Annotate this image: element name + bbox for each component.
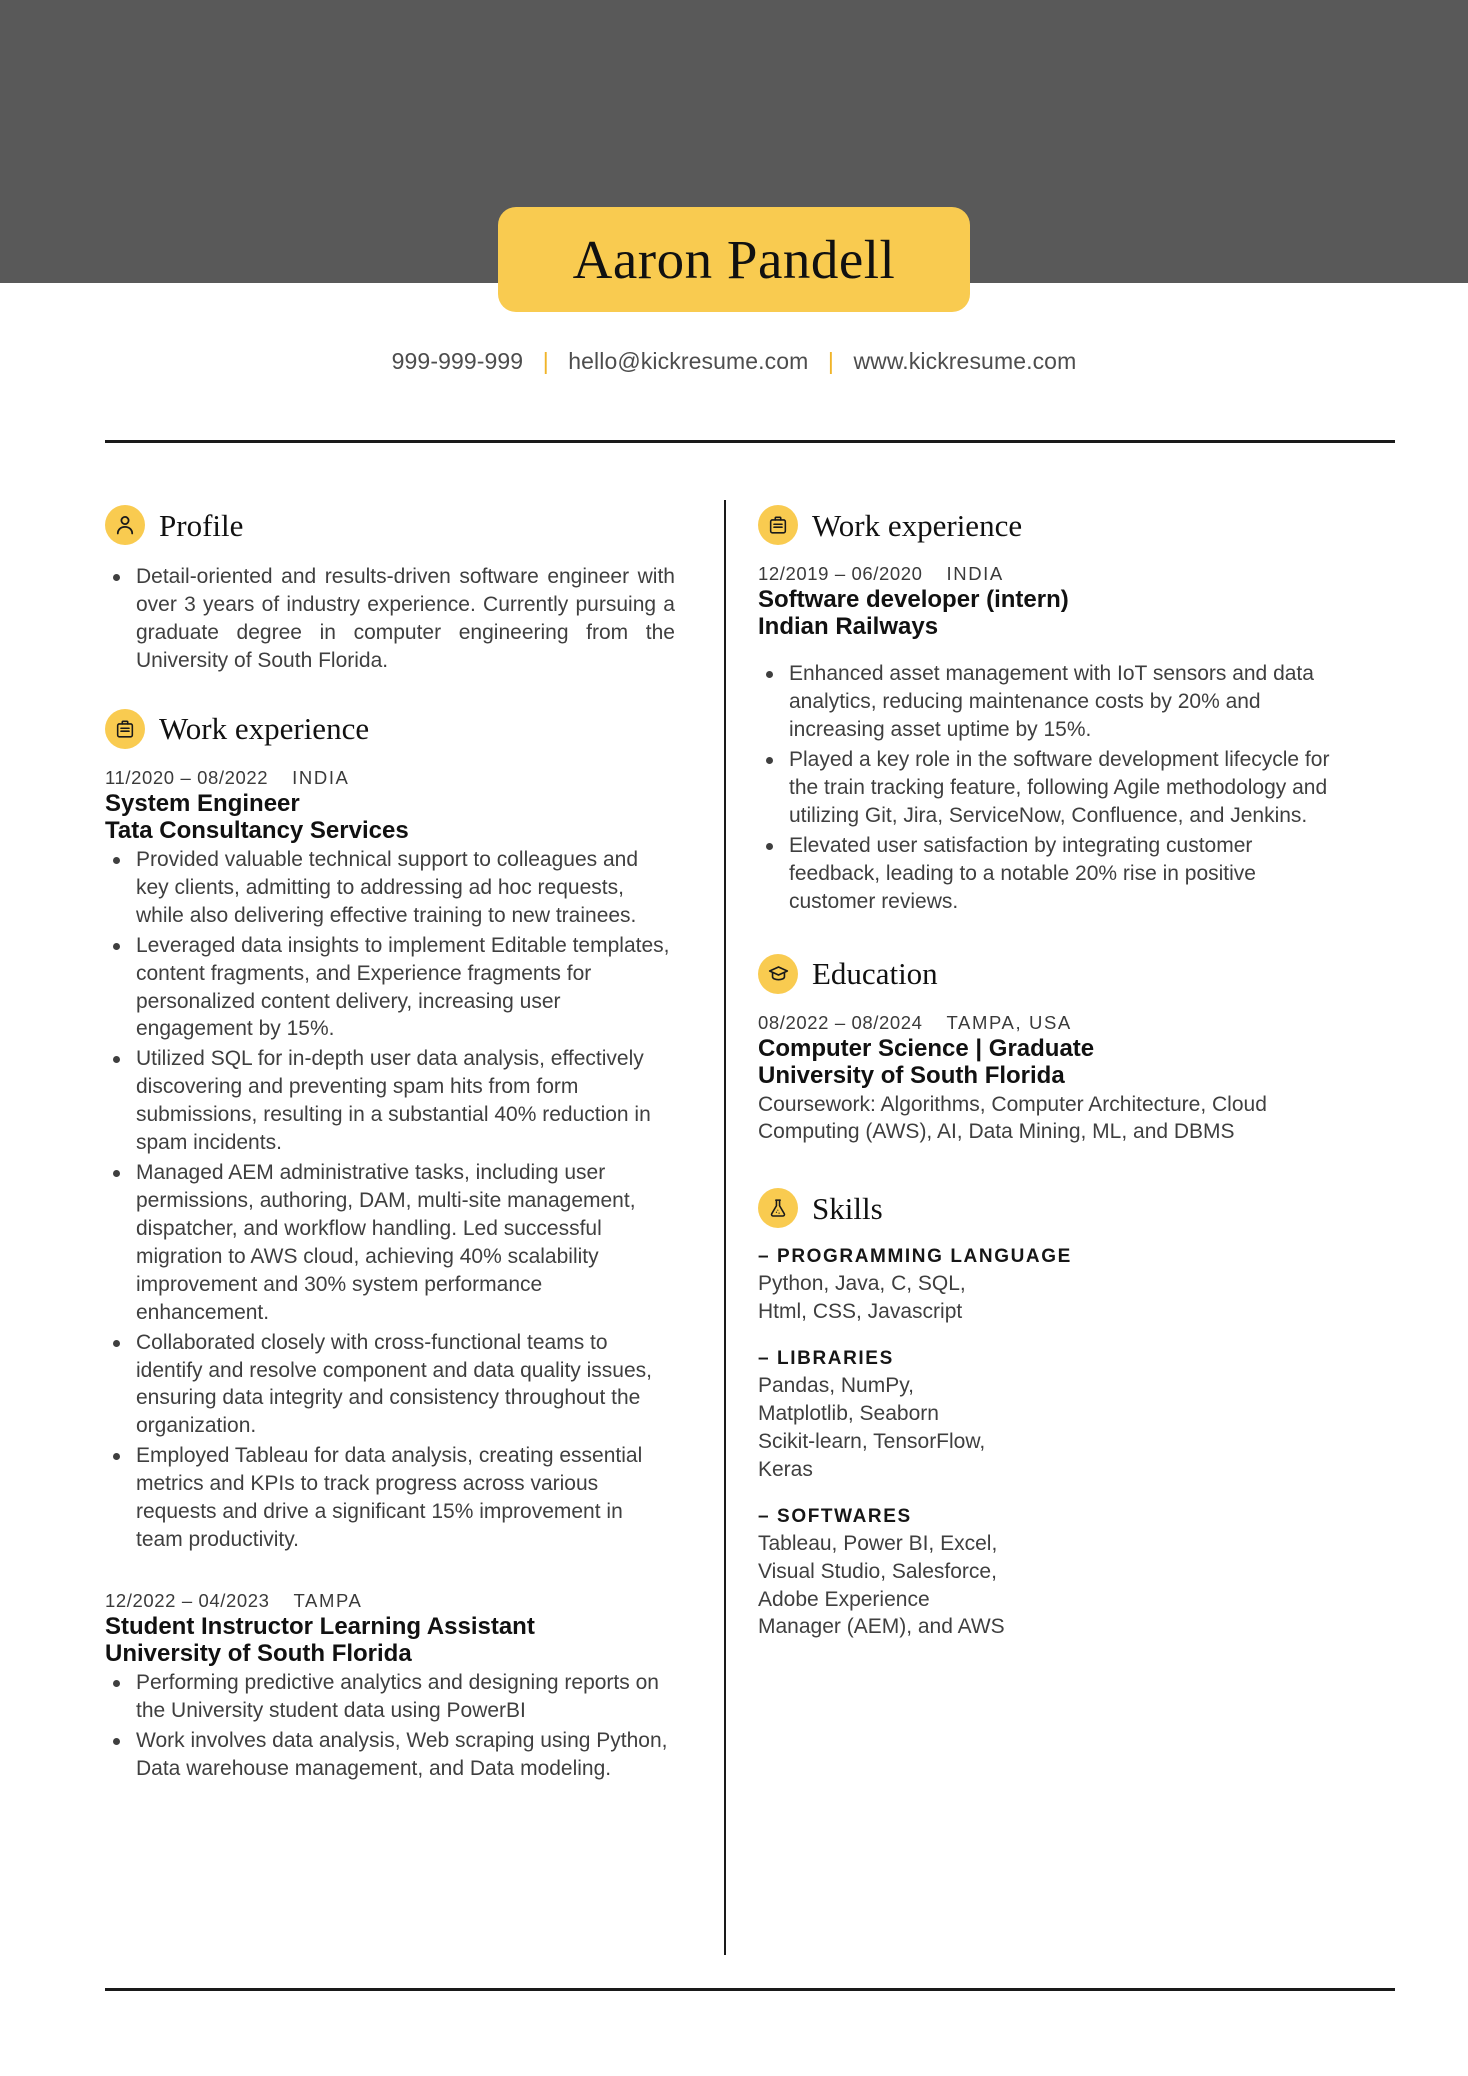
education-entry-organization: University of South Florida xyxy=(758,1061,1065,1089)
profile-bullet-list xyxy=(105,563,675,675)
education-entry xyxy=(758,1012,1338,1147)
contact-separator-1: | xyxy=(542,348,549,374)
skill-line: Adobe Experience xyxy=(758,1587,930,1611)
skill-line: Tableau, Power BI, Excel, xyxy=(758,1531,998,1555)
list-item: Elevated user satisfaction by integrating customer feedback, leading to a notable 20% rise in positive customer reviews. xyxy=(758,832,1338,916)
flask-icon xyxy=(758,1188,798,1228)
list-item: Provided valuable technical support to colleagues and key clients, admitting to addressing ad hoc requests, while also delivering effective training to new trainees. xyxy=(105,846,675,930)
skills-section-header xyxy=(758,1188,1338,1228)
section-profile xyxy=(105,505,675,675)
graduation-cap-icon xyxy=(758,954,798,994)
work-entry-dates: 12/2019 – 06/2020 xyxy=(758,563,923,584)
skill-line: Python, Java, C, SQL, xyxy=(758,1272,966,1296)
work-entry xyxy=(758,563,1338,916)
skill-group-label: – PROGRAMMING LANGUAGE xyxy=(758,1246,1072,1268)
person-icon xyxy=(105,505,145,545)
education-entry-location: TAMPA, USA xyxy=(946,1011,1072,1033)
skill-line: Pandas, NumPy, xyxy=(758,1374,915,1398)
list-item: Enhanced asset management with IoT sensors and data analytics, reducing maintenance costs by 20% and increasing asset uptime by 15%. xyxy=(758,660,1338,744)
section-education xyxy=(758,954,1338,1147)
education-entry-meta xyxy=(758,1012,1338,1034)
column-divider-rule xyxy=(724,500,726,1955)
skill-line: Visual Studio, Salesforce, xyxy=(758,1559,997,1583)
list-item: Performing predictive analytics and designing reports on the University student data using PowerBI xyxy=(105,1669,675,1725)
list-item: Played a key role in the software development lifecycle for the train tracking feature, following Agile methodology and utilizing Git, Jira, ServiceNow, Confluence, and Jenkins. xyxy=(758,746,1338,830)
skill-group xyxy=(758,1506,1338,1642)
education-entry-dates: 08/2022 – 08/2024 xyxy=(758,1011,923,1033)
work-entry-organization: University of South Florida xyxy=(105,1640,412,1668)
education-entry-coursework: Coursework: Algorithms, Computer Architecture, Cloud Computing (AWS), AI, Data Mining, ML, and DBMS xyxy=(758,1092,1267,1144)
work-entry xyxy=(105,1590,675,1783)
footer-divider-rule xyxy=(105,1988,1395,1991)
skill-line: Manager (AEM), and AWS xyxy=(758,1615,1005,1639)
list-item: Managed AEM administrative tasks, including user permissions, authoring, DAM, multi-site management, dispatcher, and workflow handling. Led successful migration to AWS cloud, achieving 40% scalability improvement and 30% system performance enhancement. xyxy=(105,1159,675,1327)
list-item: Detail-oriented and results-driven software engineer with over 3 years of industry experience. Currently pursuing a graduate degree in computer engineering from the University of South Florida. xyxy=(105,563,675,675)
section-work-experience-right xyxy=(758,505,1338,916)
work-entry-title: Software developer (intern) xyxy=(758,586,1069,613)
work-entry-title: Student Instructor Learning Assistant xyxy=(105,1612,535,1640)
header-divider-rule xyxy=(105,440,1395,443)
name-badge xyxy=(498,207,970,312)
skills-section-title: Skills xyxy=(812,1190,883,1226)
work-entry-meta xyxy=(105,1590,675,1612)
skill-line: Html, CSS, Javascript xyxy=(758,1300,963,1324)
work-entry-meta xyxy=(105,767,675,789)
work-entry-location: INDIA xyxy=(292,766,350,788)
skill-group xyxy=(758,1348,1338,1484)
work-entry xyxy=(105,767,675,1554)
left-column xyxy=(105,505,675,1809)
work-experience-section-title-right: Work experience xyxy=(812,507,1023,543)
contact-phone: 999-999-999 xyxy=(391,348,524,374)
work-experience-section-title-left: Work experience xyxy=(159,711,370,747)
section-work-experience-left xyxy=(105,709,675,1783)
skill-line: Scikit-learn, TensorFlow, xyxy=(758,1429,986,1453)
work-entry-bullets xyxy=(758,660,1338,915)
contact-email[interactable]: hello@kickresume.com xyxy=(568,348,809,374)
work-entry-organization: Indian Railways xyxy=(758,613,939,641)
section-skills xyxy=(758,1188,1338,1641)
briefcase-icon xyxy=(105,709,145,749)
work-entry-organization: Tata Consultancy Services xyxy=(105,816,409,844)
skill-line: Keras xyxy=(758,1457,813,1481)
list-item: Collaborated closely with cross-functional teams to identify and resolve component and data quality issues, ensuring data integrity and consistency throughout the organization. xyxy=(105,1329,675,1441)
work-entry-bullets xyxy=(105,1669,675,1783)
skill-group xyxy=(758,1246,1338,1326)
contact-website[interactable]: www.kickresume.com xyxy=(853,348,1077,374)
work-entry-title: System Engineer xyxy=(105,789,300,817)
skill-group-label: – LIBRARIES xyxy=(758,1348,894,1370)
work-entry-location: INDIA xyxy=(946,563,1004,584)
work-experience-section-header-right xyxy=(758,505,1338,545)
work-entry-dates: 12/2022 – 04/2023 xyxy=(105,1589,270,1611)
work-entry-bullets xyxy=(105,846,675,1554)
skill-group-label: – SOFTWARES xyxy=(758,1505,912,1527)
right-column xyxy=(758,505,1338,1663)
work-entry-dates: 11/2020 – 08/2022 xyxy=(105,766,269,788)
education-entry-title: Computer Science | Graduate xyxy=(758,1034,1095,1062)
work-experience-section-header-left xyxy=(105,709,675,749)
candidate-name: Aaron Pandell xyxy=(572,229,896,290)
profile-section-header xyxy=(105,505,675,545)
skill-line: Matplotlib, Seaborn xyxy=(758,1401,939,1425)
education-section-title: Education xyxy=(812,956,938,992)
contact-line xyxy=(0,348,1468,375)
education-section-header xyxy=(758,954,1338,994)
list-item: Leveraged data insights to implement Editable templates, content fragments, and Experience fragments for personalized content delivery, increasing user engagement by 15%. xyxy=(105,932,675,1044)
list-item: Employed Tableau for data analysis, creating essential metrics and KPIs to track progress across various requests and drive a significant 15% improvement in team productivity. xyxy=(105,1442,675,1554)
list-item: Work involves data analysis, Web scraping using Python, Data warehouse management, and Data modeling. xyxy=(105,1727,675,1783)
work-entry-location: TAMPA xyxy=(293,1589,363,1611)
contact-separator-2: | xyxy=(827,348,834,374)
profile-section-title: Profile xyxy=(159,507,244,543)
briefcase-icon xyxy=(758,505,798,545)
list-item: Utilized SQL for in-depth user data analysis, effectively discovering and preventing spam hits from form submissions, resulting in a substantial 40% reduction in spam incidents. xyxy=(105,1045,675,1157)
work-entry-meta xyxy=(758,563,1338,585)
